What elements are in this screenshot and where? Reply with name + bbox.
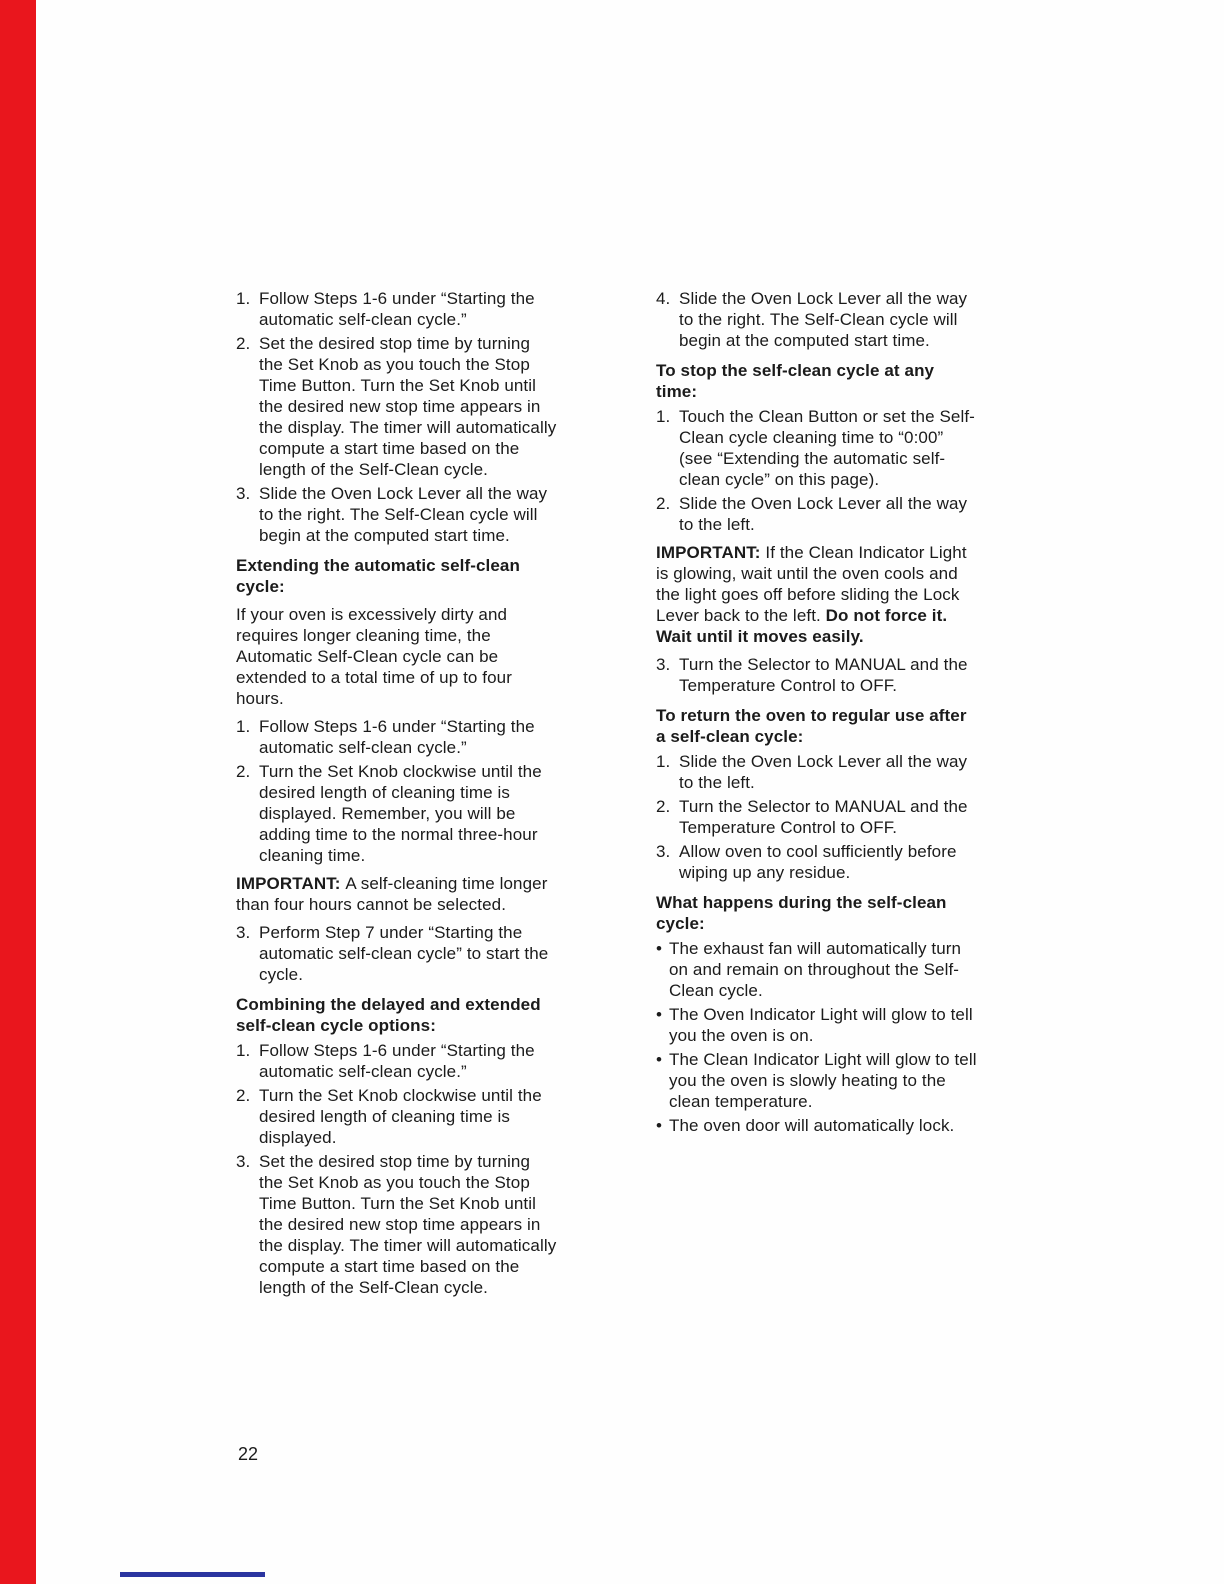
numbered-item <box>236 761 558 866</box>
list-text: Slide the Oven Lock Lever all the way to the right. The Self-Clean cycle will begin at the computed start time. <box>679 289 968 350</box>
list-text: Set the desired stop time by turning the Set Knob as you touch the Stop Time Button. Turn the Set Knob until the desired new stop time appears in the display. The timer will automatically compute a start time based on the length of the Self-Clean cycle. <box>259 334 557 479</box>
right-column <box>656 288 978 1301</box>
list-text: Perform Step 7 under “Starting the automatic self-clean cycle” to start the cycle. <box>259 923 549 984</box>
section-heading: What happens during the self-clean cycle: <box>656 893 947 933</box>
numbered-item <box>236 288 558 330</box>
list-text: Allow oven to cool sufficiently before wiping up any residue. <box>679 842 957 882</box>
list-text: The Oven Indicator Light will glow to tell you the oven is on. <box>669 1005 973 1045</box>
list-marker: 4. <box>656 289 671 308</box>
numbered-item <box>656 751 978 793</box>
section-heading: Extending the automatic self-clean cycle: <box>236 556 520 596</box>
list-text: Slide the Oven Lock Lever all the way to the left. <box>679 494 968 534</box>
list-marker: 3. <box>236 923 251 942</box>
bullet-item <box>656 938 978 1001</box>
bold-tail: Do not force it. Wait until it moves easily. <box>656 606 948 646</box>
list-marker: 1. <box>236 717 251 736</box>
list-marker: 2. <box>236 334 251 353</box>
list-text: The oven door will automatically lock. <box>669 1116 955 1135</box>
bullet-item <box>656 1004 978 1046</box>
paragraph: IMPORTANT: If the Clean Indicator Light is glowing, wait until the oven cools and the light goes off before sliding the Lock Lever back to the left. Do not force it. Wait until it moves easily. <box>656 543 967 646</box>
list-text: Touch the Clean Button or set the Self-Clean cycle cleaning time to “0:00” (see “Extending the automatic self-clean cycle” on this page). <box>679 407 975 489</box>
paragraph: If your oven is excessively dirty and requires longer cleaning time, the Automatic Self-Clean cycle can be extended to a total time of up to four hours. <box>236 605 512 708</box>
list-marker: 2. <box>236 1086 251 1105</box>
left-column <box>236 288 558 1301</box>
numbered-item <box>656 841 978 883</box>
list-marker: 2. <box>656 797 671 816</box>
numbered-item <box>656 796 978 838</box>
numbered-item <box>656 654 978 696</box>
list-text: Slide the Oven Lock Lever all the way to the left. <box>679 752 968 792</box>
list-text: The Clean Indicator Light will glow to tell you the oven is slowly heating to the clean temperature. <box>669 1050 977 1111</box>
numbered-item <box>656 406 978 490</box>
bold-lead: IMPORTANT: <box>656 543 766 562</box>
list-text: Turn the Selector to MANUAL and the Temperature Control to OFF. <box>679 797 968 837</box>
list-text: Slide the Oven Lock Lever all the way to the right. The Self-Clean cycle will begin at the computed start time. <box>259 484 548 545</box>
numbered-item <box>236 1151 558 1298</box>
list-text: Turn the Selector to MANUAL and the Temperature Control to OFF. <box>679 655 968 695</box>
list-text: Turn the Set Knob clockwise until the desired length of cleaning time is displayed. Remember, you will be adding time to the normal three-hour cleaning time. <box>259 762 542 865</box>
list-marker: • <box>656 1005 663 1024</box>
numbered-item <box>236 483 558 546</box>
section-heading: Combining the delayed and extended self-clean cycle options: <box>236 995 541 1035</box>
red-edge-stripe <box>0 0 36 1584</box>
blue-footer-line <box>120 1572 265 1577</box>
section-heading: To stop the self-clean cycle at any time: <box>656 361 935 401</box>
numbered-item <box>236 716 558 758</box>
list-marker: • <box>656 1116 663 1135</box>
list-marker: 1. <box>656 752 671 771</box>
list-marker: 2. <box>656 494 671 513</box>
numbered-item <box>656 493 978 535</box>
list-text: Follow Steps 1-6 under “Starting the automatic self-clean cycle.” <box>259 289 535 329</box>
list-text: Turn the Set Knob clockwise until the desired length of cleaning time is displayed. <box>259 1086 542 1147</box>
bullet-item <box>656 1115 978 1136</box>
list-marker: 3. <box>236 484 251 503</box>
list-marker: 3. <box>656 842 671 861</box>
section-heading: To return the oven to regular use after a self-clean cycle: <box>656 706 967 746</box>
page-number: 22 <box>238 1444 259 1464</box>
numbered-item <box>236 1040 558 1082</box>
list-marker: • <box>656 939 663 958</box>
bullet-item <box>656 1049 978 1112</box>
list-text: Follow Steps 1-6 under “Starting the automatic self-clean cycle.” <box>259 717 535 757</box>
numbered-item <box>656 288 978 351</box>
list-text: Set the desired stop time by turning the Set Knob as you touch the Stop Time Button. Turn the Set Knob until the desired new stop time appears in the display. The timer will automatically compute a start time based on the length of the Self-Clean cycle. <box>259 1152 557 1297</box>
bold-lead: IMPORTANT: <box>236 874 346 893</box>
text-columns <box>236 288 978 1301</box>
list-marker: 3. <box>656 655 671 674</box>
list-text: The exhaust fan will automatically turn on and remain on throughout the Self-Clean cycle. <box>669 939 962 1000</box>
numbered-item <box>236 333 558 480</box>
numbered-item <box>236 922 558 985</box>
list-marker: 1. <box>236 289 251 308</box>
list-marker: • <box>656 1050 663 1069</box>
list-marker: 2. <box>236 762 251 781</box>
list-marker: 3. <box>236 1152 251 1171</box>
list-marker: 1. <box>656 407 671 426</box>
numbered-item <box>236 1085 558 1148</box>
list-marker: 1. <box>236 1041 251 1060</box>
list-text: Follow Steps 1-6 under “Starting the automatic self-clean cycle.” <box>259 1041 535 1081</box>
paragraph: IMPORTANT: A self-cleaning time longer than four hours cannot be selected. <box>236 874 548 914</box>
